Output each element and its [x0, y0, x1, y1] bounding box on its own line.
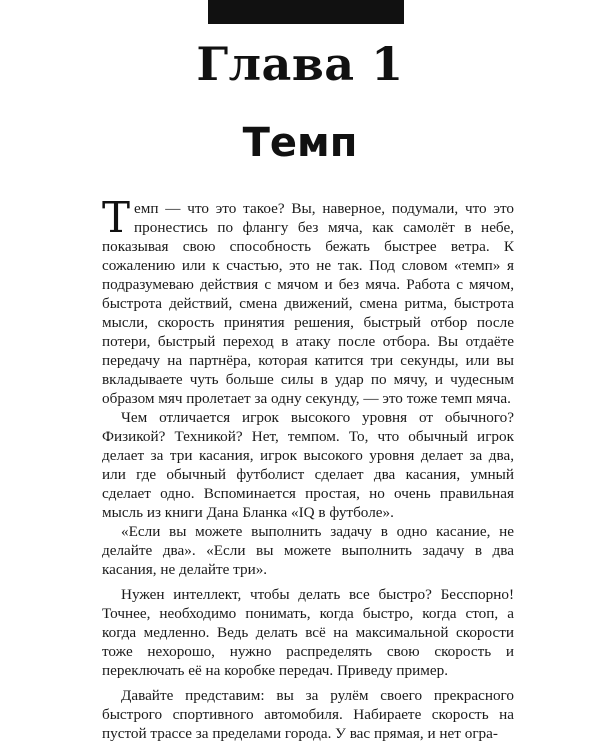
paragraph-4: Нужен интеллект, чтобы делать все быстро? Бесспорно! Точнее, необходимо понимать, когда быстро, когда стоп, а когда медленно. Ведь делать всё на максимальной скорости тоже нехорошо, нужно распределять свою скорость и переключать её на коробке передач. Приведу пример. [102, 586, 514, 679]
chapter-title: Темп [242, 120, 358, 166]
chapter-number: Глава 1 [196, 37, 404, 91]
paragraph-1 [102, 193, 514, 408]
drop-cap: Т [102, 193, 131, 242]
paragraph-5: Давайте представим: вы за рулём своего прекрасного быстрого спортивного автомобиля. Набираете скорость на пустой трассе за пределами города. У вас прямая, и нет огра- [102, 687, 514, 742]
body-text [102, 193, 514, 743]
paragraph-3: «Если вы можете выполнить задачу в одно касание, не делайте два». «Если вы можете выполнить задачу в два касания, не делайте три». [102, 523, 514, 578]
top-decorative-bar [208, 0, 404, 24]
paragraph-1-text: емп — что это такое? Вы, наверное, подумали, что это пронестись по флангу без мяча, как самолёт в небе, показывая свою способность бежать быстрее ветра. К сожалению или к счастью, это не так. Под словом «темп» я подразумеваю действия с мячом и без мяча. Работа с мячом, быстрота действий, смена движений, смена ритма, быстрота мысли, скорость принятия решения, быстрый отбор после потери, быстрый переход в атаку после отбора. Вы отдаёте передачу на партнёра, которая катится три секунды, или вы вкладываете чуть больше силы в удар по мячу, и чудесным образом мяч пролетает за одну секунду, — это тоже темп мяча. [102, 200, 514, 407]
paragraph-2: Чем отличается игрок высокого уровня от обычного? Физикой? Техникой? Нет, темпом. То, что обычный игрок делает за три касания, игрок высокого уровня делает за два, или где обычный футболист сделает два касания, умный сделает одно. Вспоминается простая, но очень правильная мысль из книги Дана Бланка «IQ в футболе». [102, 409, 514, 521]
